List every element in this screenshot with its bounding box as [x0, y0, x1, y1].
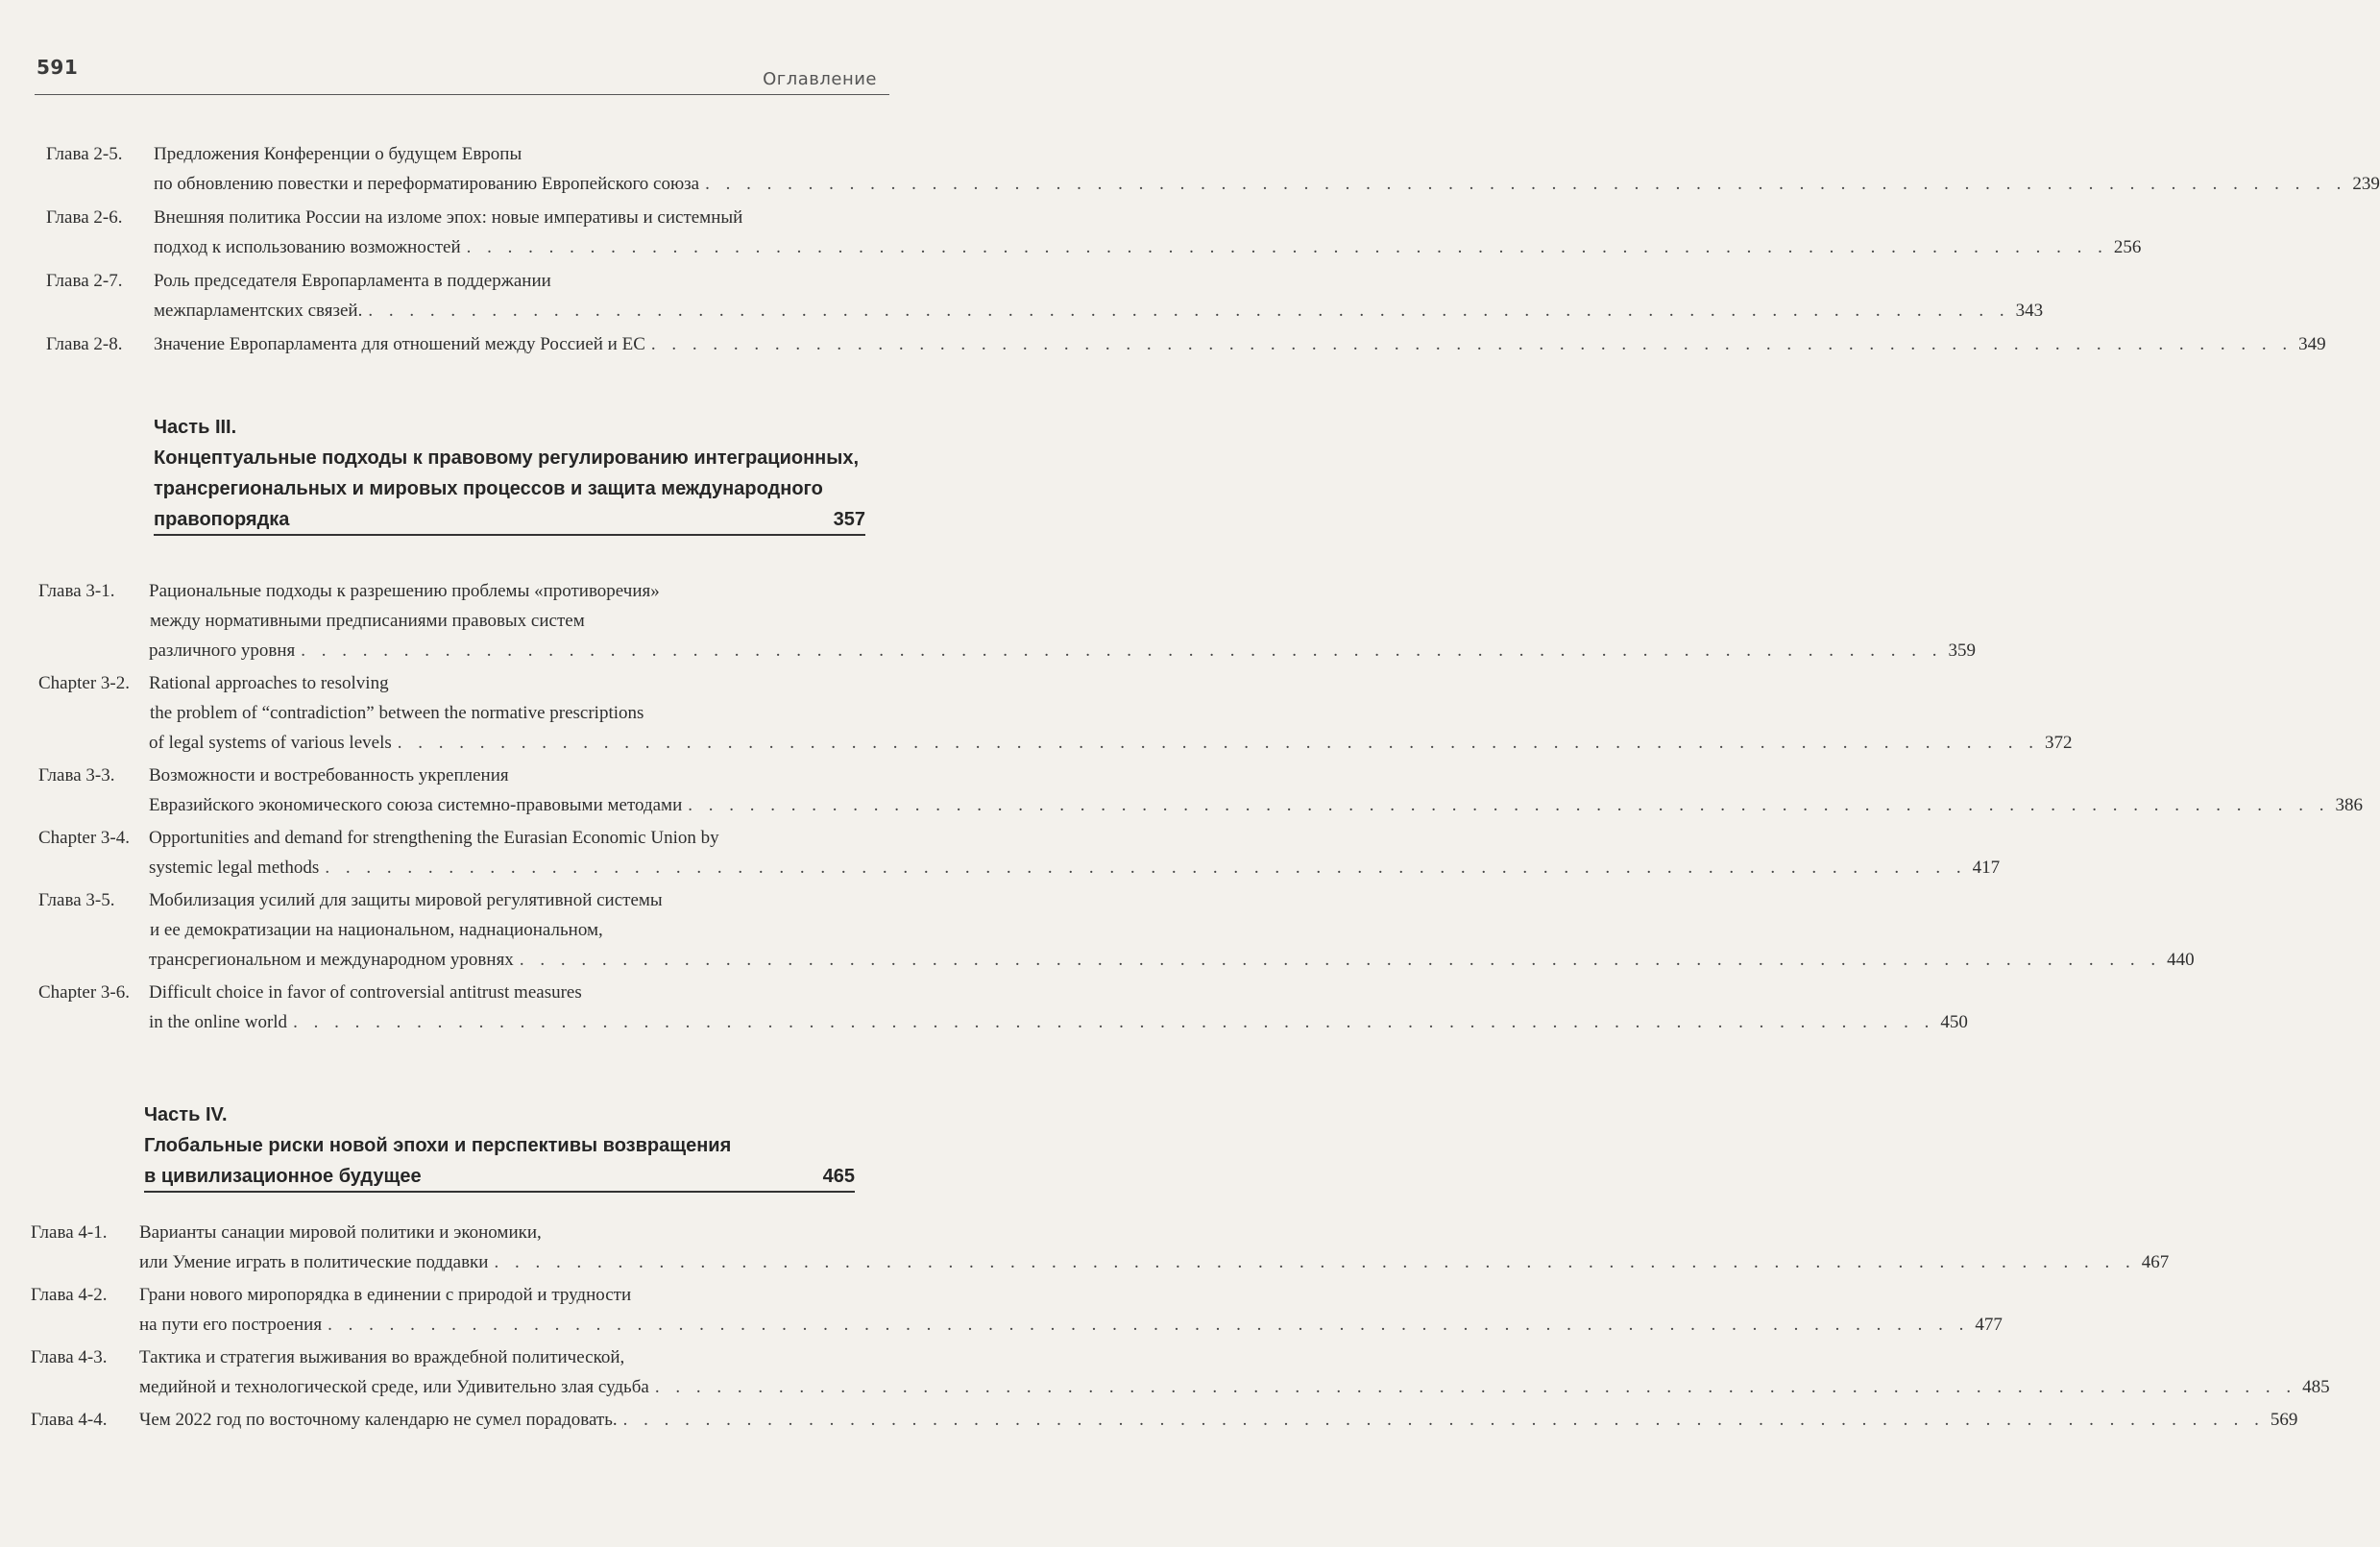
page-ref: 450	[1940, 1012, 1968, 1032]
chapter-title-line: Предложения Конференции о будущем Европы	[154, 144, 522, 164]
dot-leader: . . . . . . . . . . . . . . . . . . . . . . . . . . . . . . . . . . . . . . . . . . . . . . . . . . . . . . . . . . . . . . . . . . . . . . . . . . . . . . . .	[293, 1012, 1935, 1032]
part-number: Часть IV.	[144, 1104, 228, 1125]
chapter-title-line: Варианты санации мировой политики и экономики,	[139, 1222, 542, 1243]
part-title-line: правопорядка	[154, 509, 290, 530]
chapter-label: Глава 3-1.	[38, 581, 115, 601]
chapter-label: Глава 4-2.	[31, 1285, 108, 1305]
page-ref: 343	[2015, 301, 2044, 321]
dot-leader: . . . . . . . . . . . . . . . . . . . . . . . . . . . . . . . . . . . . . . . . . . . . . . . . . . . . . . . . . . . . . . . . . . . . . . . . . . . . . . . .	[650, 334, 2294, 354]
chapter-title-line: Мобилизация усилий для защиты мировой регулятивной системы	[149, 890, 663, 910]
part-title-line: Концептуальные подходы к правовому регулированию интеграционных,	[154, 447, 860, 469]
chapter-title-line: различного уровня	[149, 641, 296, 661]
chapter-label: Глава 4-4.	[31, 1410, 108, 1430]
chapter-title-line: Чем 2022 год по восточному календарю не сумел порадовать.	[139, 1410, 618, 1430]
chapter-title-line: Роль председателя Европарламента в поддержании	[154, 271, 551, 291]
part-title-line: Глобальные риски новой эпохи и перспективы возвращения	[144, 1135, 732, 1156]
dot-leader: . . . . . . . . . . . . . . . . . . . . . . . . . . . . . . . . . . . . . . . . . . . . . . . . . . . . . . . . . . . . . . . . . . . . . . . . . . . . . . . .	[466, 237, 2108, 257]
part-title-row	[154, 509, 865, 536]
chapter-title-line: Rational approaches to resolving	[149, 673, 389, 693]
chapter-label: Глава 4-1.	[31, 1222, 108, 1243]
chapter-label: Chapter 3-6.	[38, 982, 130, 1003]
dot-leader: . . . . . . . . . . . . . . . . . . . . . . . . . . . . . . . . . . . . . . . . . . . . . . . . . . . . . . . . . . . . . . . . . . . . . . . . . . . . . . . .	[494, 1252, 2136, 1272]
chapter-label: Глава 3-3.	[38, 765, 115, 786]
dot-leader: . . . . . . . . . . . . . . . . . . . . . . . . . . . . . . . . . . . . . . . . . . . . . . . . . . . . . . . . . . . . . . . . . . . . . . . . . . . . . . . .	[328, 1315, 1970, 1335]
chapter-last-line	[139, 1410, 2298, 1431]
dot-leader: . . . . . . . . . . . . . . . . . . . . . . . . . . . . . . . . . . . . . . . . . . . . . . . . . . . . . . . . . . . . . . . . . . . . . . . . . . . . . . . .	[519, 950, 2162, 970]
chapter-title-line: межпарламентских связей.	[154, 301, 363, 321]
chapter-title-line: между нормативными предписаниями правовых систем	[150, 611, 585, 631]
chapter-last-line	[139, 1252, 2170, 1273]
part-title-line: в цивилизационное будущее	[144, 1166, 422, 1187]
chapter-label: Chapter 3-2.	[38, 673, 130, 693]
chapter-title-line: трансрегиональном и международном уровнях	[149, 950, 514, 970]
chapter-title-line: Евразийского экономического союза системно-правовыми методами	[149, 795, 683, 815]
chapter-title-line: Грани нового миропорядка в единении с природой и трудности	[139, 1285, 632, 1305]
chapter-title-line: на пути его построения	[139, 1315, 323, 1335]
page-ref: 485	[2302, 1377, 2330, 1397]
chapter-title-line: Внешняя политика России на изломе эпох: новые императивы и системный	[154, 207, 743, 228]
chapter-last-line	[149, 858, 2001, 879]
chapter-last-line	[154, 334, 2326, 355]
page-ref: 349	[2298, 334, 2326, 354]
part-title-line: трансрегиональных и мировых процессов и защита международного	[154, 478, 823, 499]
page-ref: 477	[1975, 1315, 2003, 1335]
dot-leader: . . . . . . . . . . . . . . . . . . . . . . . . . . . . . . . . . . . . . . . . . . . . . . . . . . . . . . . . . . . . . . . . . . . . . . . . . . . . . . . .	[622, 1410, 2265, 1430]
chapter-label: Глава 2-7.	[46, 271, 123, 291]
chapter-title-line: the problem of “contradiction” between the normative prescriptions	[150, 703, 644, 723]
chapter-label: Глава 2-8.	[46, 334, 123, 354]
page-number: 591	[36, 56, 79, 79]
chapter-title-line: по обновлению повестки и переформатированию Европейского союза	[154, 174, 700, 194]
dot-leader: . . . . . . . . . . . . . . . . . . . . . . . . . . . . . . . . . . . . . . . . . . . . . . . . . . . . . . . . . . . . . . . . . . . . . . . . . . . . . . . .	[325, 858, 1967, 878]
dot-leader: . . . . . . . . . . . . . . . . . . . . . . . . . . . . . . . . . . . . . . . . . . . . . . . . . . . . . . . . . . . . . . . . . . . . . . . . . . . . . . . .	[301, 641, 1943, 661]
part-page-ref: 357	[833, 509, 865, 530]
chapter-title-line: Opportunities and demand for strengthening the Eurasian Economic Union by	[149, 828, 719, 848]
chapter-label: Глава 4-3.	[31, 1347, 108, 1367]
dot-leader: . . . . . . . . . . . . . . . . . . . . . . . . . . . . . . . . . . . . . . . . . . . . . . . . . . . . . . . . . . . . . . . . . . . . . . . . . . . . . . . .	[705, 174, 2347, 194]
chapter-title-line: Рациональные подходы к разрешению проблемы «противоречия»	[149, 581, 660, 601]
chapter-last-line	[139, 1315, 2003, 1336]
part-title-row	[144, 1166, 855, 1193]
chapter-title-line: медийной и технологической среде, или Удивительно злая судьба	[139, 1377, 649, 1397]
page-ref: 467	[2141, 1252, 2170, 1272]
dot-leader: . . . . . . . . . . . . . . . . . . . . . . . . . . . . . . . . . . . . . . . . . . . . . . . . . . . . . . . . . . . . . . . . . . . . . . . . . . . . . . . .	[368, 301, 2010, 321]
chapter-label: Chapter 3-4.	[38, 828, 130, 848]
chapter-last-line	[149, 641, 1977, 662]
part-page-ref: 465	[822, 1166, 855, 1187]
chapter-title-line: или Умение играть в политические поддавки	[139, 1252, 489, 1272]
chapter-last-line	[149, 733, 2073, 754]
chapter-title-line: Тактика и стратегия выживания во враждебной политической,	[139, 1347, 625, 1367]
chapter-title-line: Difficult choice in favor of controversial antitrust measures	[149, 982, 582, 1003]
page-ref: 239	[2352, 174, 2380, 194]
dot-leader: . . . . . . . . . . . . . . . . . . . . . . . . . . . . . . . . . . . . . . . . . . . . . . . . . . . . . . . . . . . . . . . . . . . . . . . . . . . . . . . .	[654, 1377, 2297, 1397]
part-number: Часть III.	[154, 417, 237, 438]
chapter-last-line	[149, 1012, 1968, 1033]
dot-leader: . . . . . . . . . . . . . . . . . . . . . . . . . . . . . . . . . . . . . . . . . . . . . . . . . . . . . . . . . . . . . . . . . . . . . . . . . . . . . . . .	[397, 733, 2040, 753]
page-ref: 386	[2335, 795, 2363, 815]
chapter-title-line: Возможности и востребованность укрепления	[149, 765, 509, 786]
chapter-last-line	[154, 301, 2044, 322]
chapter-last-line	[149, 795, 2363, 816]
chapter-title-line: подход к использованию возможностей	[154, 237, 461, 257]
chapter-label: Глава 2-5.	[46, 144, 123, 164]
chapter-title-line: Значение Европарламента для отношений между Россией и ЕС	[154, 334, 645, 354]
running-title: Оглавление	[763, 69, 877, 89]
dot-leader: . . . . . . . . . . . . . . . . . . . . . . . . . . . . . . . . . . . . . . . . . . . . . . . . . . . . . . . . . . . . . . . . . . . . . . . . . . . . . . . .	[688, 795, 2330, 815]
page-ref: 372	[2045, 733, 2073, 753]
chapter-label: Глава 3-5.	[38, 890, 115, 910]
chapter-last-line	[154, 174, 2380, 195]
chapter-title-line: in the online world	[149, 1012, 288, 1032]
chapter-label: Глава 2-6.	[46, 207, 123, 228]
page-ref: 256	[2113, 237, 2142, 257]
chapter-title-line: of legal systems of various levels	[149, 733, 392, 753]
header-divider	[35, 94, 889, 95]
page-ref: 417	[1972, 858, 2001, 878]
page-ref: 359	[1948, 641, 1977, 661]
page-ref: 569	[2270, 1410, 2298, 1430]
chapter-last-line	[154, 237, 2142, 258]
chapter-last-line	[139, 1377, 2330, 1398]
chapter-title-line: systemic legal methods	[149, 858, 320, 878]
chapter-title-line: и ее демократизации на национальном, наднациональном,	[150, 920, 603, 940]
chapter-last-line	[149, 950, 2195, 971]
page-ref: 440	[2167, 950, 2195, 970]
